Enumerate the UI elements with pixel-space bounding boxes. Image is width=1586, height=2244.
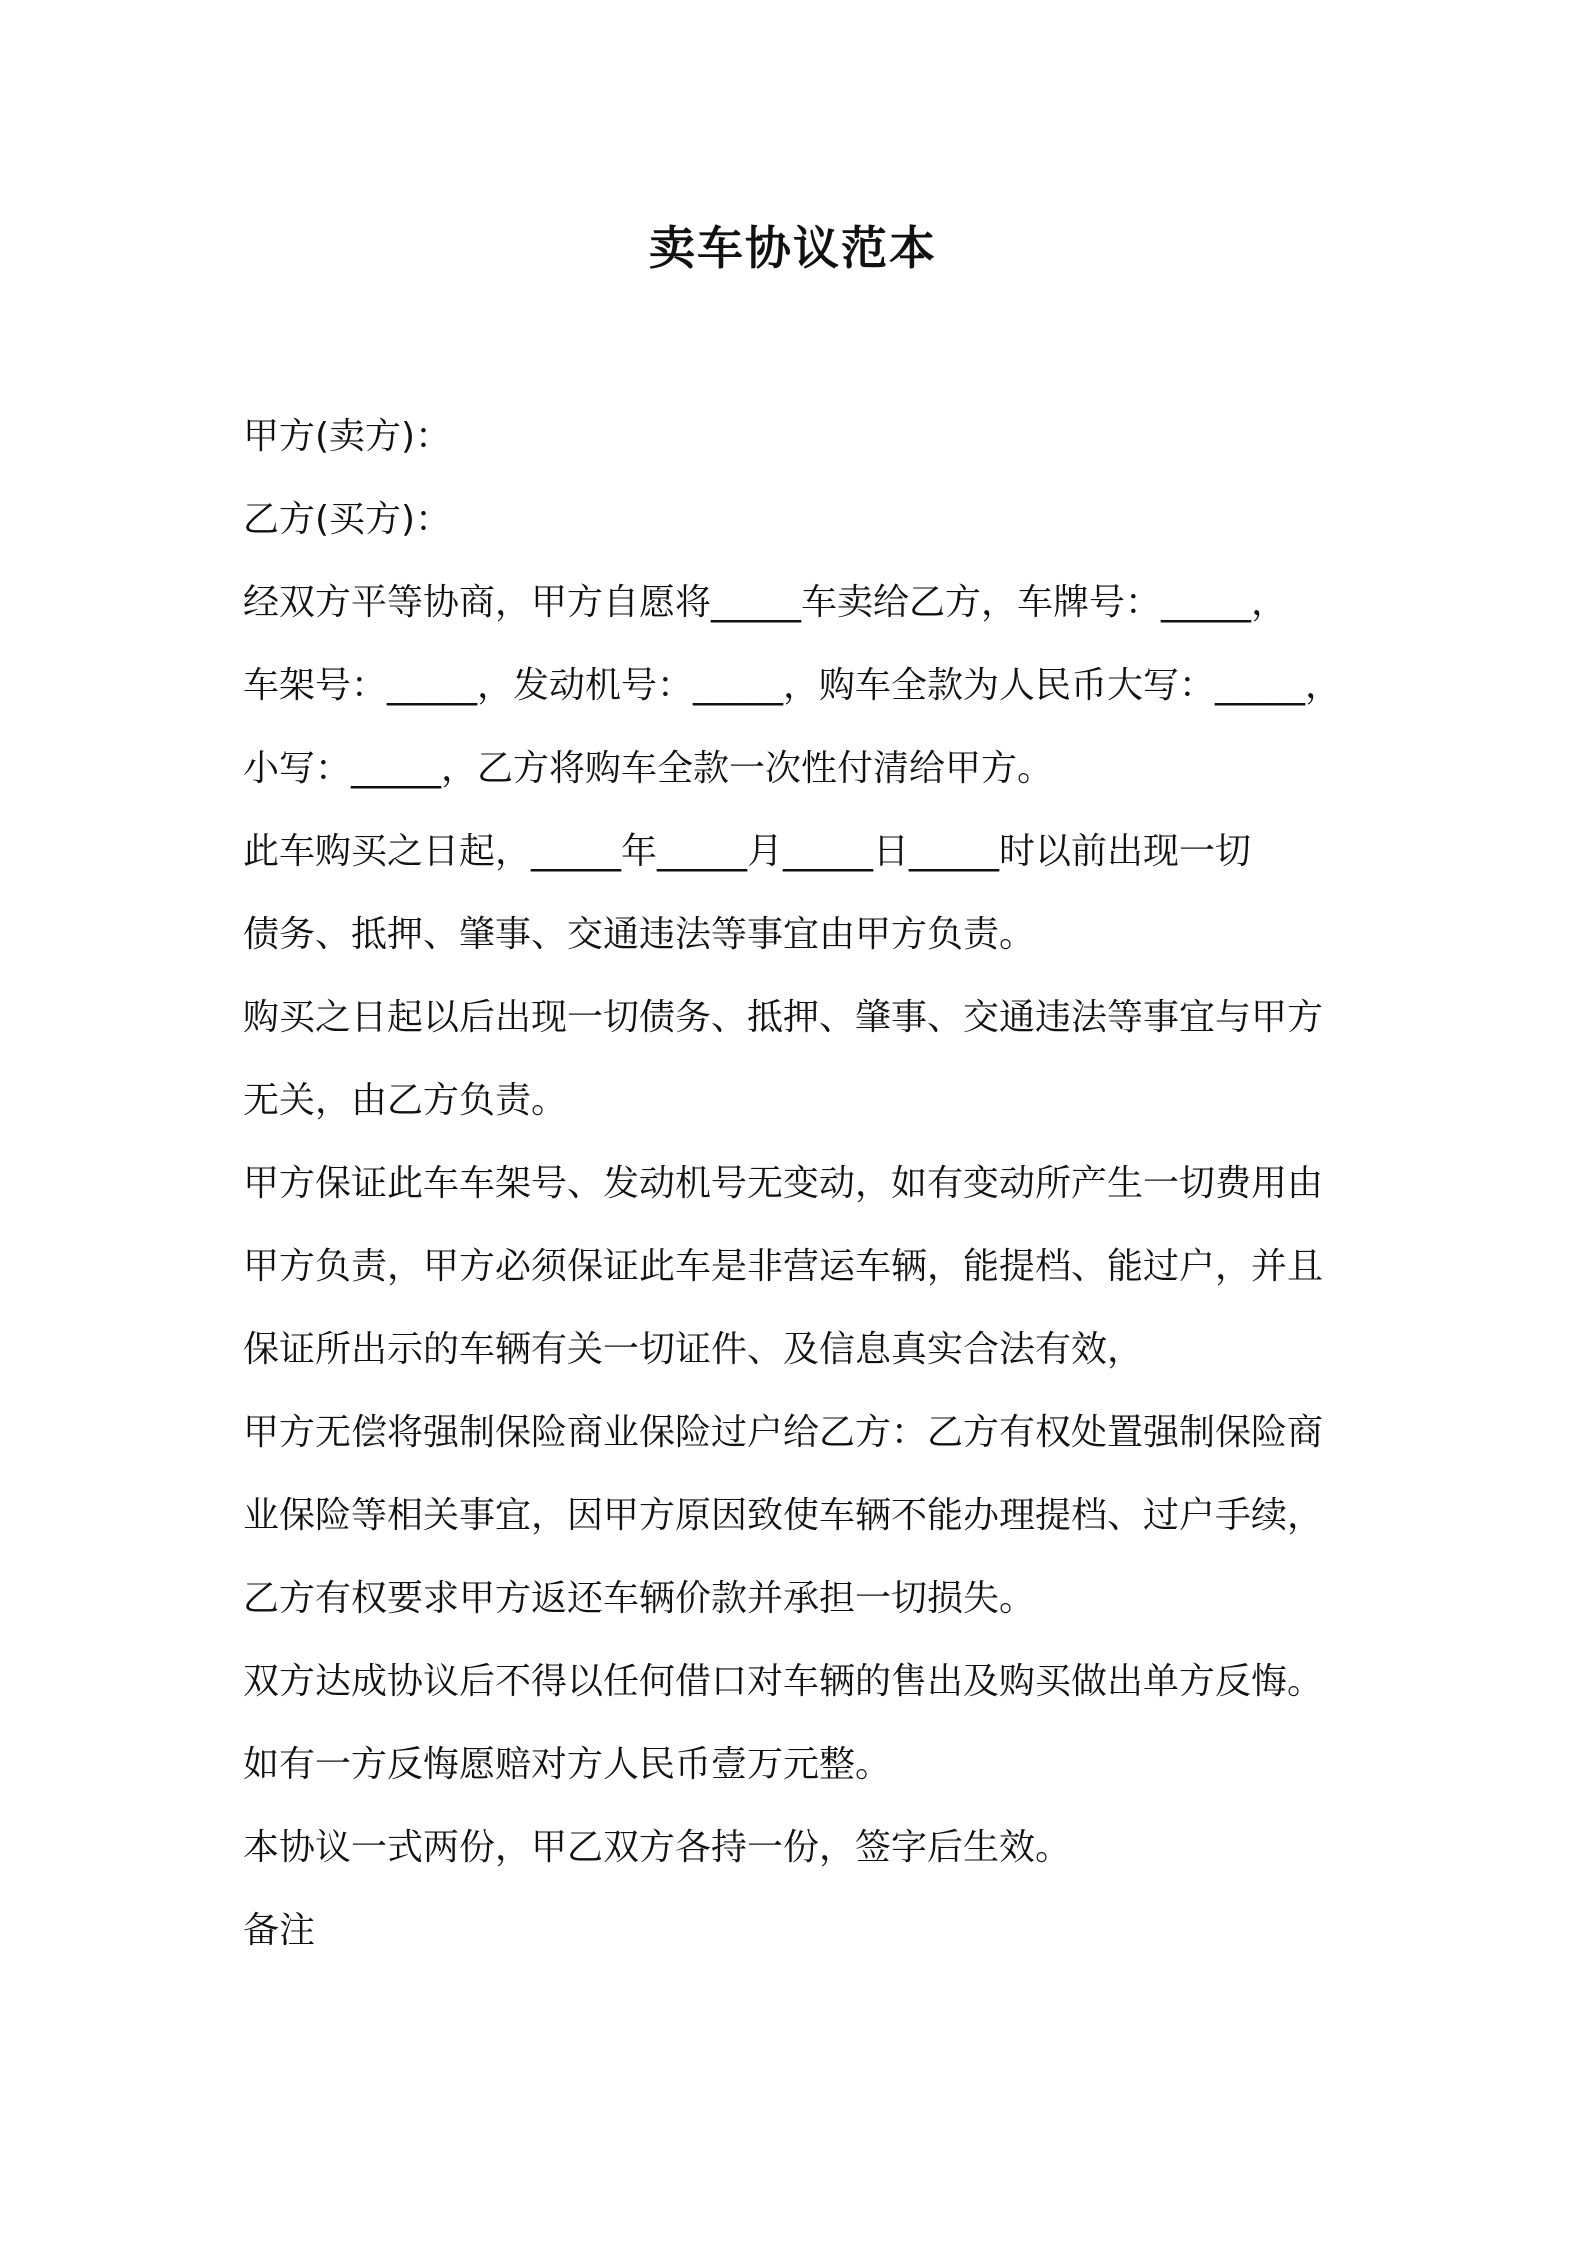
agreement-body — [243, 395, 1363, 1972]
text-line: 乙方(买方)： — [243, 499, 452, 540]
text-line: 甲方保证此车车架号、发动机号无变动，如有变动所产生一切费用由 — [243, 1163, 1324, 1204]
text-line: 甲方无偿将强制保险商业保险过户给乙方：乙方有权处置强制保险商 — [243, 1412, 1324, 1453]
text-line: 小写：_____，乙方将购车全款一次性付清给甲方。 — [243, 748, 1054, 789]
text-line: 如有一方反悔愿赔对方人民币壹万元整。 — [243, 1744, 892, 1785]
text-line: 甲方负责，甲方必须保证此车是非营运车辆，能提档、能过户，并且 — [243, 1246, 1324, 1287]
text-line: 债务、抵押、肇事、交通违法等事宜由甲方负责。 — [243, 914, 1036, 955]
document-title: 卖车协议范本 — [649, 221, 937, 275]
text-line: 业保险等相关事宜，因甲方原因致使车辆不能办理提档、过户手续， — [243, 1495, 1324, 1536]
text-line: 经双方平等协商，甲方自愿将_____车卖给乙方，车牌号：_____， — [243, 582, 1288, 623]
text-line: 乙方有权要求甲方返还车辆价款并承担一切损失。 — [243, 1578, 1036, 1619]
text-line: 保证所出示的车辆有关一切证件、及信息真实合法有效， — [243, 1329, 1144, 1370]
text-line: 甲方(卖方)： — [243, 416, 452, 457]
text-line: 本协议一式两份，甲乙双方各持一份，签字后生效。 — [243, 1827, 1072, 1868]
text-line: 无关，由乙方负责。 — [243, 1080, 568, 1121]
text-line: 购买之日起以后出现一切债务、抵押、肇事、交通违法等事宜与甲方 — [243, 997, 1324, 1038]
text-line: 备注 — [243, 1910, 316, 1951]
text-line: 车架号：_____，发动机号：_____，购车全款为人民币大写：_____， — [243, 665, 1342, 706]
text-line: 此车购买之日起，_____年_____月_____日_____时以前出现一切 — [243, 831, 1252, 872]
text-line: 双方达成协议后不得以任何借口对车辆的售出及购买做出单方反悔。 — [243, 1661, 1324, 1702]
